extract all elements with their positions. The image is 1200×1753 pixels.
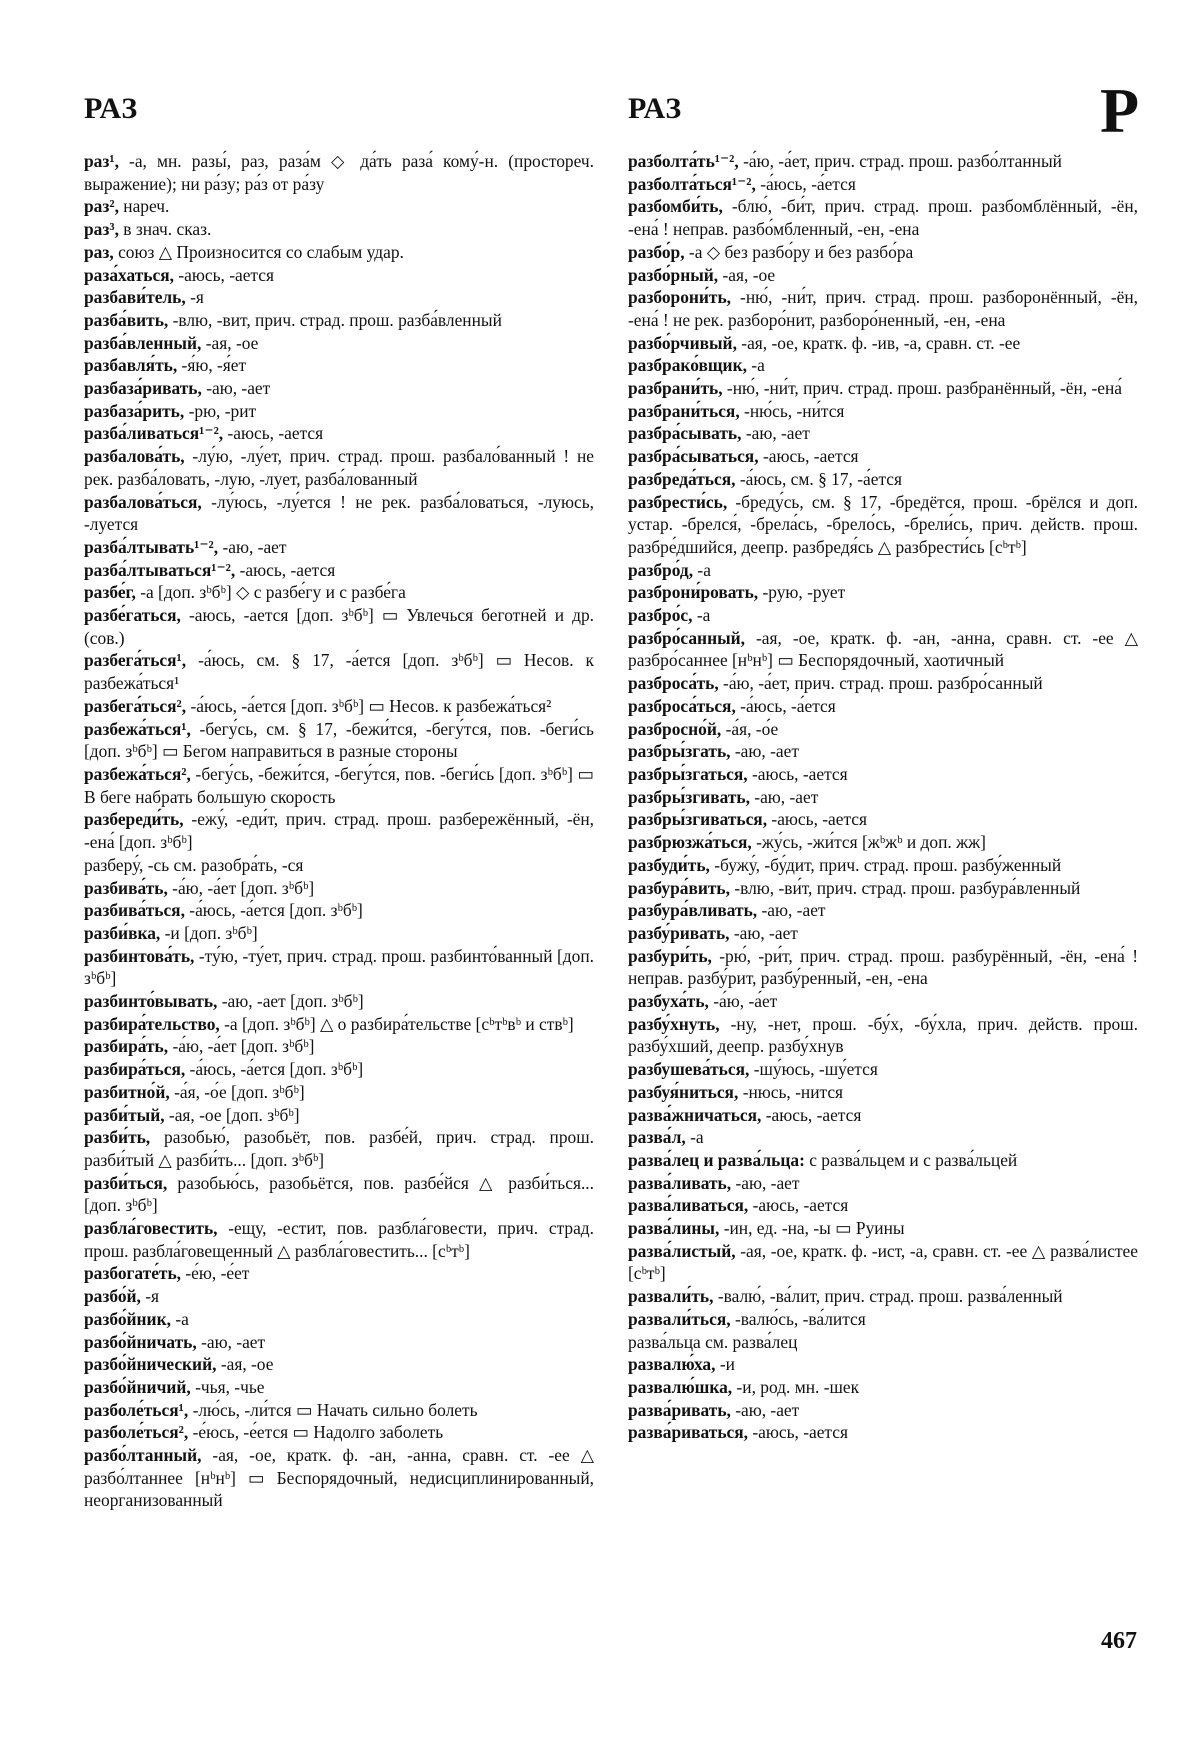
dictionary-entry: [628, 1308, 1138, 1331]
entry-body: -ая, -ое, кратк. ф. -ан, -анна, сравн. ст. -ее △ разбо́лтаннее [нᵇнᵇ] ▭ Беспорядочный, недисциплинированный, неорганизованный: [84, 1445, 594, 1511]
dictionary-entry: [628, 718, 1138, 741]
dictionary-entry: [628, 604, 1138, 627]
dictionary-entry: [84, 1172, 594, 1217]
dictionary-entry: [84, 536, 594, 559]
dictionary-entry: [84, 1081, 594, 1104]
entry-headword: разбреда́ться,: [628, 468, 736, 489]
dictionary-entry: [628, 1217, 1138, 1240]
entry-body: -а́юсь, -а́ется [доп. зᵇбᵇ] ▭ Несов. к разбежа́ться²: [190, 695, 552, 716]
dictionary-entry: [628, 173, 1138, 196]
entry-body: -е́ю, -е́ет: [185, 1263, 250, 1284]
entry-headword: разбо́йник,: [84, 1308, 171, 1329]
dictionary-entry: [628, 1194, 1138, 1217]
entry-headword: разбро́д,: [628, 559, 694, 580]
entry-headword: разбитно́й,: [84, 1081, 170, 1102]
dictionary-entry: [628, 400, 1138, 423]
entry-body: разберу́, -сь см. разобра́ть, -ся: [84, 854, 304, 875]
entry-body: -валю́, -ва́лит, прич. страд. прош. разва́ленный: [717, 1286, 1063, 1307]
dictionary-entry: [84, 1353, 594, 1376]
entry-body: -а́юсь, см. § 17, -а́ется: [739, 468, 902, 489]
entry-headword: разбура́вить,: [628, 877, 730, 898]
entry-body: -а́юсь, -а́ется [доп. зᵇбᵇ]: [189, 1059, 364, 1080]
entry-body: -я: [190, 287, 204, 308]
entry-body: -аю, -ает: [206, 378, 271, 399]
dictionary-entry: [84, 604, 594, 649]
dictionary-entry: [628, 740, 1138, 763]
dictionary-entry: [628, 445, 1138, 468]
entry-headword: разва́ливаться,: [628, 1195, 749, 1216]
entry-body: -и, род. мн. -шек: [736, 1376, 860, 1397]
entry-headword: разбури́ть,: [628, 945, 712, 966]
entry-headword: развалю́шка,: [628, 1376, 733, 1397]
dictionary-entry: [84, 241, 594, 264]
entry-body: -лу́юсь, -лу́ется ! не рек. разба́ловаться, -луюсь, -луется: [84, 491, 594, 535]
dictionary-entry: [84, 877, 594, 900]
dictionary-entry: [628, 581, 1138, 604]
dictionary-entry: [84, 808, 594, 853]
entry-body: -аюсь, -ается: [752, 1422, 848, 1443]
entry-headword: разбуди́ть,: [628, 854, 710, 875]
entry-body: -а [доп. зᵇбᵇ] ◇ с разбе́гу и с разбе́га: [140, 582, 406, 603]
entry-headword: разбо́лтанный,: [84, 1445, 202, 1466]
dictionary-entry: [84, 1104, 594, 1127]
entry-body: -а́ю, -а́ет [доп. зᵇбᵇ]: [172, 877, 315, 898]
entry-body: -ин, ед. -на, -ы ▭ Руины: [723, 1218, 905, 1239]
dictionary-entry: [84, 422, 594, 445]
dictionary-entry: [84, 1035, 594, 1058]
entry-body: -аю, -ает [доп. зᵇбᵇ]: [221, 991, 364, 1012]
dictionary-entry: [84, 264, 594, 287]
entry-headword: разбрести́сь,: [628, 491, 728, 512]
dictionary-entry: [628, 264, 1138, 287]
entry-headword: разва́жничаться,: [628, 1104, 762, 1125]
entry-headword: разбу́ривать,: [628, 922, 730, 943]
entry-body: -валю́сь, -ва́лится: [734, 1308, 866, 1329]
entry-headword: разбавля́ть,: [84, 355, 178, 376]
entry-body: -бегу́сь, см. § 17, -бежи́тся, -бегу́тся, пов. -беги́сь [доп. зᵇбᵇ] ▭ Бегом направиться в разные стороны: [84, 718, 594, 762]
dictionary-entry: [84, 1444, 594, 1512]
entry-body: -я: [145, 1286, 160, 1307]
dictionary-entry: [84, 718, 594, 763]
dictionary-entry: [628, 286, 1138, 331]
entry-headword: разбежа́ться¹,: [84, 718, 191, 739]
dictionary-entry: [628, 854, 1138, 877]
entry-body: -аю, -ает: [735, 1172, 800, 1193]
dictionary-entry: [84, 1308, 594, 1331]
dictionary-entry: [628, 786, 1138, 809]
entry-body: -аюсь, -ается: [752, 1195, 849, 1216]
dictionary-entry: [628, 1285, 1138, 1308]
entry-body: -аю, -ает: [201, 1331, 266, 1352]
dictionary-entry: [84, 332, 594, 355]
entry-headword: разби́тый,: [84, 1104, 165, 1125]
entry-headword: разва́л,: [628, 1127, 686, 1148]
entry-headword: разбро́санный,: [628, 627, 746, 648]
entry-headword: развали́ть,: [628, 1286, 714, 1307]
entry-body: -аюсь, -ается: [227, 423, 324, 444]
entry-headword: разби́ть,: [84, 1127, 151, 1148]
entry-headword: разбо́рчивый,: [628, 332, 737, 353]
entry-body: -ню́сь, -ни́тся: [744, 400, 845, 421]
entry-body: -а: [690, 1127, 704, 1148]
dictionary-entry: [628, 877, 1138, 900]
entry-headword: разбира́ться,: [84, 1059, 186, 1080]
dictionary-entry: [628, 672, 1138, 695]
entry-headword: разболта́ться¹⁻²,: [628, 173, 756, 194]
entry-body: -а: [697, 559, 711, 580]
dictionary-entry: [84, 695, 594, 718]
dictionary-entry: [628, 422, 1138, 445]
dictionary-entry: [628, 241, 1138, 264]
entry-headword: разбира́ть,: [84, 1036, 169, 1057]
entry-body: -ню́, -ни́т, прич. страд. прош. разборонённый, -ён, -ена́ ! не рек. разборо́нит, разборо́ненный, -ен, -ена: [628, 287, 1138, 330]
dictionary-entry: [84, 922, 594, 945]
entry-body: -аюсь, -ается: [765, 1104, 862, 1125]
entry-headword: разбуя́ниться,: [628, 1081, 739, 1102]
right-column: [628, 150, 1138, 1444]
page-number: 467: [1101, 1628, 1137, 1654]
entry-body: -я́ю, -я́ет: [181, 355, 247, 376]
dictionary-entry: [84, 1376, 594, 1399]
dictionary-entry: [628, 1376, 1138, 1399]
entry-headword: разва́ривать,: [628, 1399, 731, 1420]
entry-headword: разбрани́ться,: [628, 400, 740, 421]
entry-body: -а: [696, 605, 711, 626]
dictionary-entry: [628, 627, 1138, 672]
entry-body: -а: [175, 1308, 189, 1329]
entry-body: -аюсь, -ается: [752, 763, 848, 784]
entry-body: -а́ю, -а́ет [доп. зᵇбᵇ]: [172, 1036, 315, 1057]
entry-headword: разбрако́вщик,: [628, 355, 747, 376]
entry-body: -лу́ю, -лу́ет, прич. страд. прош. разбало́ванный ! не рек. разба́ловать, -лую, -лует, разба́лованный: [84, 446, 594, 489]
dictionary-entry: [628, 1399, 1138, 1422]
entry-headword: разбира́тельство,: [84, 1013, 220, 1034]
entry-headword: разба́вленный,: [84, 332, 202, 353]
dictionary-entry: [84, 990, 594, 1013]
dictionary-entry: [84, 286, 594, 309]
entry-headword: разбинтова́ть,: [84, 945, 195, 966]
entry-headword: разбушева́ться,: [628, 1059, 750, 1080]
entry-body: -бужу́, -бу́дит, прич. страд. прош. разбу́женный: [714, 854, 1062, 875]
entry-headword: разбежа́ться²,: [84, 763, 191, 784]
entry-body: -аю, -ает: [745, 423, 810, 444]
entry-body: -а́ю, -а́ет: [713, 991, 778, 1012]
entry-body: -аюсь, -ается [доп. зᵇбᵇ] ▭ Увлечься беготней и др. (сов.): [84, 605, 594, 648]
entry-headword: раз¹,: [84, 151, 119, 171]
entry-headword: разбереди́ть,: [84, 809, 184, 830]
dictionary-entry: [84, 218, 594, 241]
entry-body: -аю, -ает: [734, 741, 799, 762]
dictionary-entry: [628, 695, 1138, 718]
dictionary-entry: [628, 1421, 1138, 1444]
entry-headword: раз²,: [84, 196, 119, 217]
entry-body: -рую, -рует: [762, 582, 846, 603]
entry-body: нареч.: [123, 196, 170, 217]
entry-body: -ню́, -ни́т, прич. страд. прош. разбранённый, -ён, -ена́: [726, 378, 1123, 399]
dictionary-entry: [628, 1013, 1138, 1058]
dictionary-entry: [628, 195, 1138, 240]
entry-body: -нюсь, -нится: [742, 1081, 844, 1102]
entry-headword: разбры́згать,: [628, 741, 731, 762]
entry-headword: разби́ться,: [84, 1172, 168, 1193]
entry-headword: развали́ться,: [628, 1308, 731, 1329]
entry-body: -бегу́сь, -бежи́тся, -бегу́тся, пов. -беги́сь [доп. зᵇбᵇ] ▭ В беге набрать большую скорость: [84, 763, 594, 807]
entry-headword: разбомби́ть,: [628, 196, 723, 217]
entry-body: союз △ Произносится со слабым удар.: [118, 241, 404, 262]
entry-headword: разбры́згивать,: [628, 786, 750, 807]
entry-headword: разва́листый,: [628, 1240, 736, 1261]
entry-headword: разболе́ться¹,: [84, 1399, 189, 1420]
entry-headword: разбра́сывать,: [628, 423, 742, 444]
entry-body: -аю, -ает: [735, 1399, 800, 1420]
entry-body: -влю, -вит, прич. страд. прош. разба́вленный: [172, 309, 502, 330]
dictionary-entry: [628, 332, 1138, 355]
dictionary-entry: [84, 377, 594, 400]
dictionary-entry: [628, 1081, 1138, 1104]
entry-body: -а́ю, -а́ет, прич. страд. прош. разбо́лтанный: [743, 151, 1062, 171]
dictionary-entry: [84, 309, 594, 332]
dictionary-entry: [628, 763, 1138, 786]
dictionary-entry: [84, 899, 594, 922]
entry-headword: разва́риваться,: [628, 1422, 748, 1443]
entry-headword: разбогате́ть,: [84, 1263, 182, 1284]
entry-headword: разбега́ться²,: [84, 695, 187, 716]
dictionary-entry: [84, 491, 594, 536]
entry-body: -ая, -ое [доп. зᵇбᵇ]: [168, 1104, 300, 1125]
entry-headword: разбры́згиваться,: [628, 809, 768, 830]
entry-body: -и: [719, 1354, 735, 1375]
entry-headword: разва́лец и разва́льца:: [628, 1149, 805, 1170]
dictionary-entry: [628, 1240, 1138, 1285]
dictionary-entry: [84, 354, 594, 377]
running-head-left: РАЗ: [84, 92, 139, 125]
dictionary-entry: [628, 945, 1138, 990]
entry-headword: разбалова́ться,: [84, 491, 202, 512]
entry-body: -аюсь, -ается: [771, 809, 868, 830]
entry-headword: раз,: [84, 241, 114, 262]
dictionary-entry: [628, 1058, 1138, 1081]
dictionary-entry: [84, 763, 594, 808]
dictionary-entry: [628, 559, 1138, 582]
entry-body: -рю, -рит: [188, 400, 257, 421]
entry-body: -чья, -чье: [195, 1376, 265, 1397]
entry-body: -аю, -ает: [222, 536, 287, 557]
running-head-right: РАЗ: [628, 92, 683, 125]
entry-body: в знач. сказ.: [123, 219, 212, 240]
entry-headword: разбе́гаться,: [84, 605, 181, 626]
entry-headword: разбо́йничий,: [84, 1376, 191, 1397]
dictionary-entry: [84, 400, 594, 423]
entry-body: -а́юсь, -а́ется: [740, 695, 836, 716]
entry-body: -а [доп. зᵇбᵇ] △ о разбира́тельстве [cᵇтᵇвᵇ и ствᵇ]: [224, 1013, 574, 1034]
entry-body: разобью́, разобьёт, пов. разбе́й, прич. страд. прош. разби́тый △ разби́ть... [доп. зᵇбᵇ]: [84, 1127, 594, 1170]
entry-headword: разби́вка,: [84, 922, 161, 943]
entry-body: -аюсь, -ается: [239, 559, 336, 580]
entry-headword: разбива́ть,: [84, 877, 168, 898]
entry-headword: разбуха́ть,: [628, 991, 709, 1012]
entry-headword: разбива́ться,: [84, 900, 185, 921]
entry-headword: разбла́говестить,: [84, 1218, 218, 1239]
entry-body: разва́льца см. разва́лец: [628, 1331, 798, 1352]
entry-headword: разбо́р,: [628, 241, 685, 262]
entry-headword: раз³,: [84, 219, 119, 240]
entry-headword: разбры́згаться,: [628, 763, 748, 784]
dictionary-entry: [628, 354, 1138, 377]
entry-headword: разброни́ровать,: [628, 582, 759, 603]
entry-headword: разбо́рный,: [628, 264, 719, 285]
entry-body: -а: [751, 355, 765, 376]
entry-body: -ну, -нет, прош. -бу́х, -бу́хла, прич. действ. прош. разбу́хший, деепр. разбу́хнув: [628, 1013, 1138, 1057]
entry-body: -а́я, -о́е [доп. зᵇбᵇ]: [174, 1081, 305, 1102]
dictionary-entry: [84, 1421, 594, 1444]
dictionary-entry: [628, 491, 1138, 559]
dictionary-entry: [628, 150, 1138, 173]
entry-headword: разброса́ть,: [628, 673, 719, 694]
entry-body: с разва́льцем и с разва́льцей: [809, 1149, 1018, 1170]
entry-headword: разбе́г,: [84, 582, 136, 603]
entry-headword: разба́вить,: [84, 309, 169, 330]
dictionary-entry: [84, 1126, 594, 1171]
entry-body: -блю́, -би́т, прич. страд. прош. разбомблённый, -ён, -ена́ ! неправ. разбо́мбленный, -ен, -ена: [628, 196, 1138, 240]
entry-body: -а́юсь, -а́ется: [760, 173, 856, 194]
entry-headword: разбо́йнический,: [84, 1354, 217, 1375]
entry-body: -рю́, -ри́т, прич. страд. прош. разбурённый, -ён, -ена́ ! неправ. разбу́рит, разбу́ренный, -ен, -ена: [628, 945, 1138, 989]
entry-body: -а, мн. разы́, раз, раза́м ◇ да́ть раза́ кому́-н. (простореч. выражение); ни ра́зу; ра́з от ра́зу: [84, 151, 594, 194]
entry-body: -ая, -ое, кратк. ф. -ист, -а, сравн. ст. -ее △ разва́листее [cᵇтᵇ]: [628, 1240, 1138, 1284]
entry-headword: развалю́ха,: [628, 1354, 716, 1375]
entry-body: -ая, -ое: [220, 1354, 274, 1375]
dictionary-entry: [84, 649, 594, 694]
dictionary-entry: [628, 831, 1138, 854]
entry-headword: разбура́вливать,: [628, 900, 758, 921]
entry-headword: разбега́ться¹,: [84, 650, 187, 671]
dictionary-entry: [628, 1172, 1138, 1195]
entry-headword: разбо́йничать,: [84, 1331, 197, 1352]
entry-headword: разболта́ть¹⁻²,: [628, 151, 739, 171]
entry-headword: разбави́тель,: [84, 287, 186, 308]
entry-headword: разбинто́вывать,: [84, 991, 218, 1012]
entry-body: -лю́сь, -ли́тся ▭ Начать сильно болеть: [192, 1399, 478, 1420]
dictionary-entry: [84, 1058, 594, 1081]
entry-headword: разболе́ться²,: [84, 1422, 189, 1443]
entry-body: -ещу, -естит, пов. разбла́говести, прич. страд. прош. разбла́говещенный △ разбла́говестить... [cᵇтᵇ]: [84, 1218, 594, 1261]
dictionary-entry: [628, 1331, 1138, 1354]
entry-body: -аюсь, -ается: [178, 264, 274, 285]
entry-body: -ая, -ое, кратк. ф. -ан, -анна, сравн. ст. -ее △ разбро́саннее [нᵇнᵇ] ▭ Беспорядочный, хаотичный: [628, 627, 1138, 671]
entry-body: -аю, -ает: [733, 922, 798, 943]
entry-body: -жу́сь, -жи́тся [жᵇжᵇ и доп. жж]: [756, 832, 986, 853]
entry-headword: разва́лины,: [628, 1218, 720, 1239]
entry-headword: разбу́хнуть,: [628, 1013, 720, 1034]
entry-headword: разва́ливать,: [628, 1172, 732, 1193]
entry-body: -а ◇ без разбо́ру и без разбо́ра: [688, 241, 914, 262]
dictionary-entry: [84, 195, 594, 218]
dictionary-entry: [84, 1399, 594, 1422]
entry-headword: разбаза́рить,: [84, 400, 185, 421]
dictionary-entry: [84, 445, 594, 490]
dictionary-entry: [628, 808, 1138, 831]
dictionary-entry: [84, 1217, 594, 1262]
entry-body: -е́юсь, -е́ется ▭ Надолго заболеть: [192, 1422, 444, 1443]
dictionary-entry: [628, 377, 1138, 400]
entry-body: -а́юсь, -а́ется [доп. зᵇбᵇ]: [189, 900, 363, 921]
dictionary-entry: [628, 990, 1138, 1013]
entry-body: -ая, -ое: [205, 332, 259, 353]
entry-body: -ту́ю, -ту́ет, прич. страд. прош. разбинто́ванный [доп. зᵇбᵇ]: [84, 945, 594, 989]
entry-body: -бреду́сь, см. § 17, -бредётся, прош. -брёлся и доп. устар. -брелся́, -брела́сь, -брело́сь, -брели́сь, прич. действ. прош. разбре́дшийся, деепр. разбредя́сь △ разбрести́сь [cᵇтᵇ]: [628, 491, 1138, 557]
dictionary-entry: [628, 1353, 1138, 1376]
dictionary-entry: [628, 899, 1138, 922]
entry-headword: разбо́й,: [84, 1286, 141, 1307]
entry-headword: разба́лтывать¹⁻²,: [84, 536, 219, 557]
dictionary-entry: [84, 945, 594, 990]
entry-headword: разбрани́ть,: [628, 378, 723, 399]
left-column: [84, 150, 594, 1512]
dictionary-entry: [84, 559, 594, 582]
entry-body: -и [доп. зᵇбᵇ]: [164, 922, 258, 943]
dictionary-entry: [84, 150, 594, 195]
entry-body: -ежу́, -еди́т, прич. страд. прош. разбережённый, -ён, -ена́ [доп. зᵇбᵇ]: [84, 809, 594, 853]
dictionary-entry: [628, 1104, 1138, 1127]
entry-body: -аю, -ает: [761, 900, 826, 921]
dictionary-entry: [628, 922, 1138, 945]
entry-body: -а́ю, -а́ет, прич. страд. прош. разбро́санный: [723, 673, 1043, 694]
dictionary-entry: [84, 1013, 594, 1036]
entry-headword: разброса́ться,: [628, 695, 736, 716]
entry-headword: разбро́с,: [628, 605, 693, 626]
section-letter: Р: [1100, 75, 1140, 146]
entry-headword: разбрюзжа́ться,: [628, 832, 752, 853]
entry-body: -влю, -ви́т, прич. страд. прош. разбура́вленный: [734, 877, 1081, 898]
dictionary-entry: [84, 1262, 594, 1285]
entry-body: разобью́сь, разобьётся, пов. разбе́йся △ разби́ться... [доп. зᵇбᵇ]: [84, 1172, 594, 1216]
entry-headword: разбалова́ть,: [84, 446, 185, 467]
entry-headword: разбра́сываться,: [628, 446, 759, 467]
dictionary-entry: [628, 468, 1138, 491]
entry-headword: разбросно́й,: [628, 718, 722, 739]
entry-headword: разбаза́ривать,: [84, 378, 202, 399]
entry-headword: разба́ливаться¹⁻²,: [84, 423, 224, 444]
entry-body: -шу́юсь, -шу́ется: [753, 1059, 878, 1080]
dictionary-entry: [84, 1285, 594, 1308]
entry-body: -а́юсь, см. § 17, -а́ется [доп. зᵇбᵇ] ▭ Несов. к разбежа́ться¹: [84, 650, 594, 694]
dictionary-entry: [84, 1331, 594, 1354]
entry-body: -ая, -ое, кратк. ф. -ив, -а, сравн. ст. -ее: [741, 332, 1021, 353]
dictionary-entry: [628, 1149, 1138, 1172]
entry-body: -аю, -ает: [754, 786, 819, 807]
entry-headword: разборони́ть,: [628, 287, 732, 308]
dictionary-entry: [84, 581, 594, 604]
entry-headword: разба́лтываться¹⁻²,: [84, 559, 236, 580]
dictionary-entry: [628, 1126, 1138, 1149]
entry-body: -ая, -ое: [722, 264, 776, 285]
entry-body: -аюсь, -ается: [762, 446, 859, 467]
entry-headword: раза́хаться,: [84, 264, 174, 285]
dictionary-entry: [84, 854, 594, 877]
entry-body: -а́я, -о́е: [725, 718, 779, 739]
